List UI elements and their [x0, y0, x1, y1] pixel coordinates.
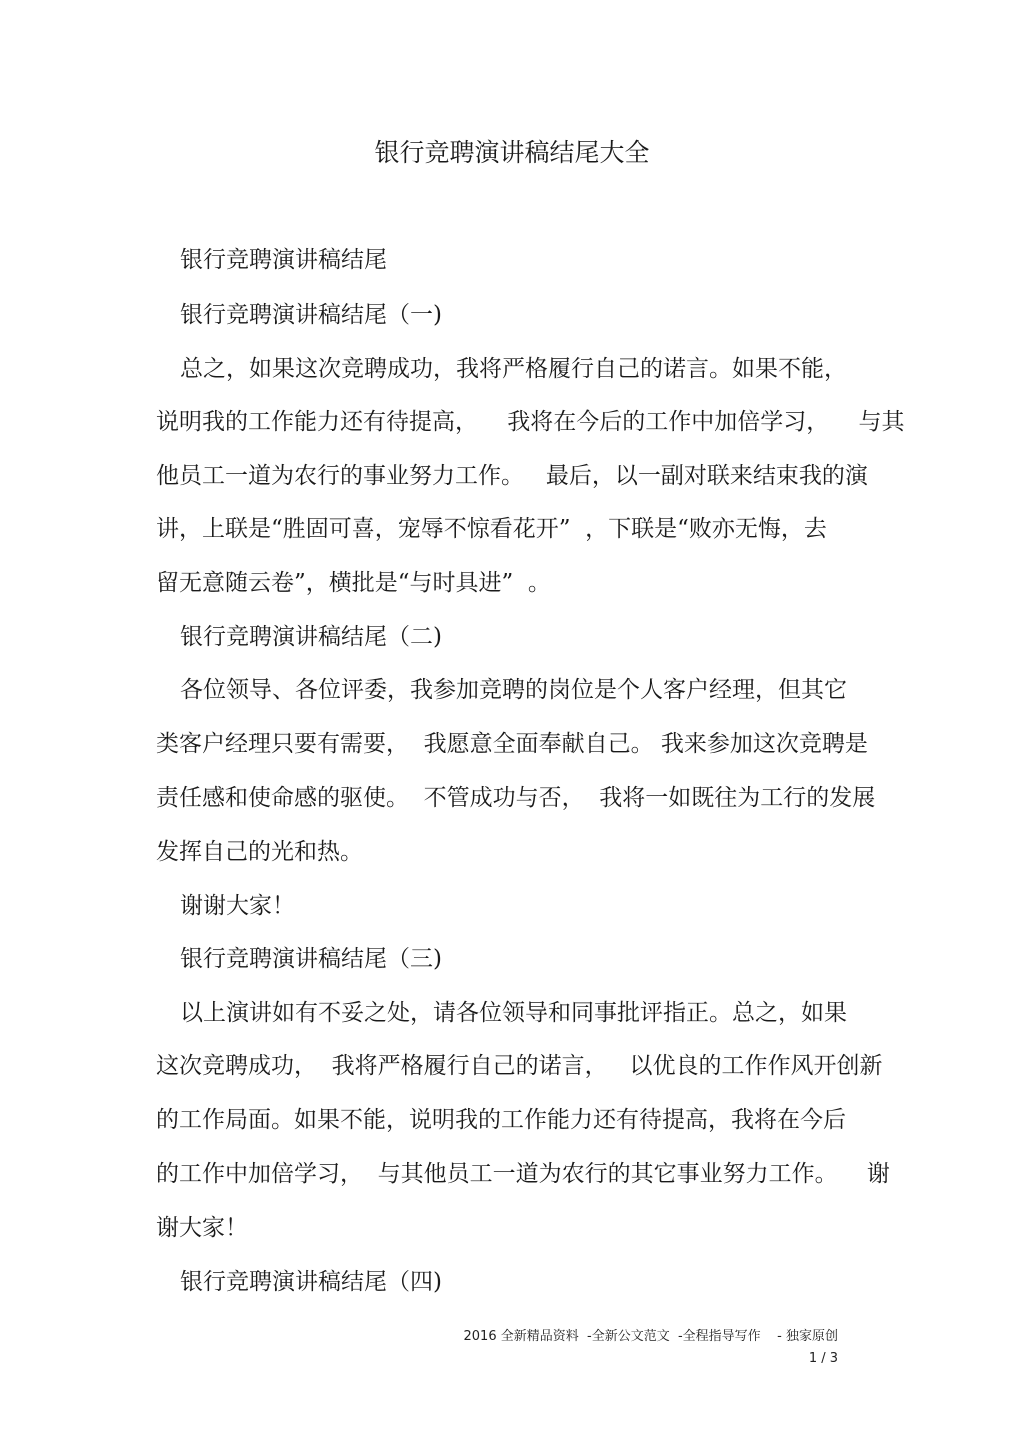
body-line: 的工作局面。如果不能，说明我的工作能力还有待提高，我将在今后	[156, 1107, 846, 1133]
body-line: 以上演讲如有不妥之处，请各位领导和同事批评指正。总之，如果	[180, 1000, 847, 1026]
body-line: 总之，如果这次竞聘成功，我将严格履行自己的诺言。如果不能，	[180, 356, 847, 382]
body-line: 发挥自己的光和热。	[156, 839, 363, 865]
page-number: 1 / 3	[808, 1351, 838, 1366]
body-line: 说明我的工作能力还有待提高， 我将在今后的工作中加倍学习， 与其	[156, 409, 905, 435]
body-line: 谢大家！	[156, 1215, 248, 1241]
body-line: 这次竞聘成功， 我将严格履行自己的诺言， 以优良的工作作风开创新	[156, 1053, 883, 1079]
body-line: 谢谢大家！	[180, 893, 295, 919]
section-heading-1: 银行竞聘演讲稿结尾（一)	[180, 302, 442, 328]
section-heading-4: 银行竞聘演讲稿结尾（四)	[180, 1269, 442, 1295]
body-line: 类客户经理只要有需要， 我愿意全面奉献自己。 我来参加这次竞聘是	[156, 731, 868, 757]
subtitle-line: 银行竞聘演讲稿结尾	[180, 247, 387, 273]
body-line: 他员工一道为农行的事业努力工作。 最后，以一副对联来结束我的演	[156, 463, 868, 489]
body-line: 的工作中加倍学习， 与其他员工一道为农行的其它事业努力工作。 谢	[156, 1161, 890, 1187]
body-line: 各位领导、各位评委，我参加竞聘的岗位是个人客户经理，但其它	[180, 677, 847, 703]
body-line: 责任感和使命感的驱使。 不管成功与否， 我将一如既往为工行的发展	[156, 785, 876, 811]
body-line: 留无意随云卷”，横批是“与时具进” 。	[156, 570, 551, 596]
footer-text: 2016 全新精品资料 -全新公文范文 -全程指导写作 - 独家原创	[463, 1329, 838, 1344]
section-heading-2: 银行竞聘演讲稿结尾（二)	[180, 624, 442, 650]
page-title: 银行竞聘演讲稿结尾大全	[374, 138, 650, 167]
section-heading-3: 银行竞聘演讲稿结尾（三)	[180, 946, 442, 972]
body-line: 讲，上联是“胜固可喜，宠辱不惊看花开” ，下联是“败亦无悔，去	[156, 516, 827, 542]
